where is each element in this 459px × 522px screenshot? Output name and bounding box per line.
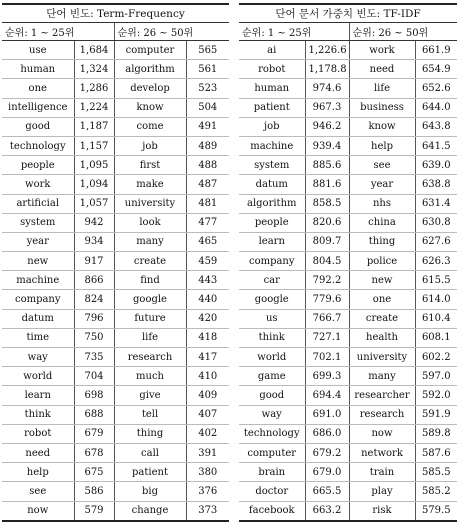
term-cell: make — [114, 175, 186, 194]
term-cell: work — [2, 175, 74, 194]
value-cell: 638.8 — [415, 175, 457, 194]
table-row — [2, 463, 229, 482]
value-cell: 615.5 — [415, 271, 457, 290]
term-cell: new — [349, 271, 415, 290]
table-row — [2, 405, 229, 424]
value-cell: 477 — [186, 213, 229, 232]
value-cell: 459 — [186, 252, 229, 271]
term-cell: create — [349, 309, 415, 328]
table-row — [239, 424, 457, 443]
table-row — [239, 482, 457, 501]
term-cell: job — [114, 136, 186, 155]
term-cell: help — [349, 136, 415, 155]
value-cell: 376 — [186, 482, 229, 501]
table-row — [2, 501, 229, 521]
term-cell: one — [2, 79, 74, 98]
table-row — [239, 79, 457, 98]
value-cell: 597.0 — [415, 367, 457, 386]
term-cell: call — [114, 443, 186, 462]
value-cell: 917 — [74, 252, 114, 271]
table-row — [239, 213, 457, 232]
term-cell: see — [2, 482, 74, 501]
table-row — [239, 136, 457, 155]
term-cell: future — [114, 309, 186, 328]
table-row — [239, 98, 457, 117]
value-cell: 481 — [186, 194, 229, 213]
term-cell: brain — [239, 463, 305, 482]
term-cell: datum — [239, 175, 305, 194]
term-cell: one — [349, 290, 415, 309]
term-cell: car — [239, 271, 305, 290]
term-cell: human — [239, 79, 305, 98]
value-cell: 881.6 — [305, 175, 349, 194]
value-cell: 592.0 — [415, 386, 457, 405]
table-row — [239, 232, 457, 251]
value-cell: 735 — [74, 348, 114, 367]
table-row — [2, 156, 229, 175]
value-cell: 585.2 — [415, 482, 457, 501]
term-cell: university — [349, 348, 415, 367]
term-cell: change — [114, 501, 186, 521]
term-cell: algorithm — [239, 194, 305, 213]
table-row — [2, 41, 229, 60]
term-cell: university — [114, 194, 186, 213]
term-cell: research — [114, 348, 186, 367]
term-cell: use — [2, 41, 74, 60]
rank-range-header: 순위: 26 ~ 50위 — [349, 23, 457, 41]
value-cell: 942 — [74, 213, 114, 232]
value-cell: 407 — [186, 405, 229, 424]
term-cell: know — [349, 117, 415, 136]
value-cell: 1,224 — [74, 98, 114, 117]
table-row — [239, 60, 457, 79]
value-cell: 565 — [186, 41, 229, 60]
rank-range-header: 순위: 1 ~ 25위 — [2, 23, 114, 41]
value-cell: 675 — [74, 463, 114, 482]
value-cell: 402 — [186, 424, 229, 443]
table-row — [2, 348, 229, 367]
value-cell: 489 — [186, 136, 229, 155]
term-cell: datum — [2, 309, 74, 328]
value-cell: 488 — [186, 156, 229, 175]
term-cell: system — [2, 213, 74, 232]
table-row — [2, 232, 229, 251]
term-cell: world — [2, 367, 74, 386]
term-cell: world — [239, 348, 305, 367]
value-cell: 779.6 — [305, 290, 349, 309]
table-row — [2, 194, 229, 213]
value-cell: 1,324 — [74, 60, 114, 79]
term-cell: google — [114, 290, 186, 309]
value-cell: 698 — [74, 386, 114, 405]
value-cell: 678 — [74, 443, 114, 462]
term-cell: life — [114, 328, 186, 347]
term-cell: work — [349, 41, 415, 60]
value-cell: 380 — [186, 463, 229, 482]
value-cell: 579.5 — [415, 501, 457, 521]
term-cell: need — [349, 60, 415, 79]
value-cell: 691.0 — [305, 405, 349, 424]
term-cell: help — [2, 463, 74, 482]
term-cell: doctor — [239, 482, 305, 501]
term-cell: technology — [2, 136, 74, 155]
term-cell: robot — [239, 60, 305, 79]
value-cell: 679.2 — [305, 443, 349, 462]
value-cell: 614.0 — [415, 290, 457, 309]
term-cell: algorithm — [114, 60, 186, 79]
term-cell: many — [114, 232, 186, 251]
value-cell: 391 — [186, 443, 229, 462]
value-cell: 1,187 — [74, 117, 114, 136]
value-cell: 858.5 — [305, 194, 349, 213]
value-cell: 663.2 — [305, 501, 349, 521]
table-row — [2, 60, 229, 79]
table-row — [2, 367, 229, 386]
value-cell: 804.5 — [305, 252, 349, 271]
value-cell: 630.8 — [415, 213, 457, 232]
term-cell: company — [239, 252, 305, 271]
value-cell: 491 — [186, 117, 229, 136]
table-title: 단어 문서 가중치 빈도: TF-IDF — [239, 4, 457, 23]
term-cell: nhs — [349, 194, 415, 213]
term-cell: good — [239, 386, 305, 405]
term-cell: see — [349, 156, 415, 175]
term-cell: machine — [239, 136, 305, 155]
table-row — [2, 117, 229, 136]
term-cell: us — [239, 309, 305, 328]
value-cell: 591.9 — [415, 405, 457, 424]
term-cell: year — [349, 175, 415, 194]
table-row — [239, 367, 457, 386]
table-row — [239, 156, 457, 175]
term-cell: much — [114, 367, 186, 386]
table-divider — [231, 3, 232, 510]
term-cell: way — [2, 348, 74, 367]
table-row — [2, 386, 229, 405]
value-cell: 626.3 — [415, 252, 457, 271]
term-cell: many — [349, 367, 415, 386]
table-row — [239, 348, 457, 367]
table-row — [2, 175, 229, 194]
term-cell: thing — [114, 424, 186, 443]
table-row — [2, 290, 229, 309]
value-cell: 1,178.8 — [305, 60, 349, 79]
term-cell: first — [114, 156, 186, 175]
term-cell: life — [349, 79, 415, 98]
value-cell: 644.0 — [415, 98, 457, 117]
table-row — [239, 252, 457, 271]
value-cell: 946.2 — [305, 117, 349, 136]
term-cell: company — [2, 290, 74, 309]
table-row — [239, 386, 457, 405]
term-cell: system — [239, 156, 305, 175]
value-cell: 1,057 — [74, 194, 114, 213]
value-cell: 661.9 — [415, 41, 457, 60]
value-cell: 643.8 — [415, 117, 457, 136]
value-cell: 686.0 — [305, 424, 349, 443]
term-cell: now — [349, 424, 415, 443]
rank-range-header: 순위: 26 ~ 50위 — [114, 23, 229, 41]
term-cell: human — [2, 60, 74, 79]
term-cell: job — [239, 117, 305, 136]
value-cell: 704 — [74, 367, 114, 386]
value-cell: 465 — [186, 232, 229, 251]
value-cell: 409 — [186, 386, 229, 405]
value-cell: 440 — [186, 290, 229, 309]
value-cell: 665.5 — [305, 482, 349, 501]
table-title: 단어 빈도: Term-Frequency — [2, 4, 229, 23]
term-cell: technology — [239, 424, 305, 443]
value-cell: 410 — [186, 367, 229, 386]
term-cell: now — [2, 501, 74, 521]
term-cell: facebook — [239, 501, 305, 521]
term-cell: risk — [349, 501, 415, 521]
term-cell: year — [2, 232, 74, 251]
table-row — [2, 213, 229, 232]
value-cell: 694.4 — [305, 386, 349, 405]
value-cell: 504 — [186, 98, 229, 117]
table-row — [239, 501, 457, 521]
term-cell: artificial — [2, 194, 74, 213]
term-cell: know — [114, 98, 186, 117]
value-cell: 585.5 — [415, 463, 457, 482]
value-cell: 727.1 — [305, 328, 349, 347]
term-cell: create — [114, 252, 186, 271]
value-cell: 443 — [186, 271, 229, 290]
term-cell: computer — [239, 443, 305, 462]
value-cell: 610.4 — [415, 309, 457, 328]
value-cell: 627.6 — [415, 232, 457, 251]
value-cell: 587.6 — [415, 443, 457, 462]
term-cell: way — [239, 405, 305, 424]
table-row — [2, 79, 229, 98]
table-row — [239, 328, 457, 347]
term-cell: research — [349, 405, 415, 424]
value-cell: 934 — [74, 232, 114, 251]
term-cell: patient — [114, 463, 186, 482]
term-cell: come — [114, 117, 186, 136]
term-cell: thing — [349, 232, 415, 251]
term-cell: researcher — [349, 386, 415, 405]
value-cell: 1,094 — [74, 175, 114, 194]
term-cell: new — [2, 252, 74, 271]
term-cell: learn — [2, 386, 74, 405]
value-cell: 487 — [186, 175, 229, 194]
value-cell: 589.8 — [415, 424, 457, 443]
term-cell: people — [239, 213, 305, 232]
value-cell: 1,157 — [74, 136, 114, 155]
table-row — [239, 271, 457, 290]
value-cell: 750 — [74, 328, 114, 347]
term-cell: machine — [2, 271, 74, 290]
table-row — [2, 482, 229, 501]
term-cell: intelligence — [2, 98, 74, 117]
table-row — [239, 290, 457, 309]
value-cell: 579 — [74, 501, 114, 521]
term-cell: good — [2, 117, 74, 136]
term-cell: give — [114, 386, 186, 405]
term-cell: police — [349, 252, 415, 271]
tfidf-table — [239, 3, 457, 522]
term-cell: china — [349, 213, 415, 232]
term-cell: business — [349, 98, 415, 117]
value-cell: 699.3 — [305, 367, 349, 386]
rank-range-header: 순위: 1 ~ 25위 — [239, 23, 349, 41]
term-cell: health — [349, 328, 415, 347]
value-cell: 974.6 — [305, 79, 349, 98]
term-cell: think — [2, 405, 74, 424]
term-cell: people — [2, 156, 74, 175]
table-row — [239, 405, 457, 424]
value-cell: 885.6 — [305, 156, 349, 175]
value-cell: 866 — [74, 271, 114, 290]
table-row — [239, 175, 457, 194]
term-cell: think — [239, 328, 305, 347]
table-row — [2, 271, 229, 290]
term-cell: time — [2, 328, 74, 347]
value-cell: 641.5 — [415, 136, 457, 155]
value-cell: 1,226.6 — [305, 41, 349, 60]
term-cell: play — [349, 482, 415, 501]
table-row — [239, 117, 457, 136]
value-cell: 561 — [186, 60, 229, 79]
term-cell: ai — [239, 41, 305, 60]
value-cell: 679 — [74, 424, 114, 443]
value-cell: 1,684 — [74, 41, 114, 60]
value-cell: 1,095 — [74, 156, 114, 175]
table-row — [239, 194, 457, 213]
term-cell: robot — [2, 424, 74, 443]
table-row — [2, 328, 229, 347]
value-cell: 967.3 — [305, 98, 349, 117]
value-cell: 639.0 — [415, 156, 457, 175]
value-cell: 688 — [74, 405, 114, 424]
table-row — [2, 98, 229, 117]
term-cell: look — [114, 213, 186, 232]
table-row — [239, 309, 457, 328]
term-cell: big — [114, 482, 186, 501]
term-frequency-table — [2, 3, 229, 522]
value-cell: 792.2 — [305, 271, 349, 290]
term-cell: tell — [114, 405, 186, 424]
value-cell: 373 — [186, 501, 229, 521]
value-cell: 820.6 — [305, 213, 349, 232]
value-cell: 417 — [186, 348, 229, 367]
term-cell: network — [349, 443, 415, 462]
value-cell: 654.9 — [415, 60, 457, 79]
value-cell: 602.2 — [415, 348, 457, 367]
value-cell: 418 — [186, 328, 229, 347]
table-row — [239, 463, 457, 482]
table-row — [2, 443, 229, 462]
term-cell: find — [114, 271, 186, 290]
term-cell: google — [239, 290, 305, 309]
term-cell: need — [2, 443, 74, 462]
value-cell: 631.4 — [415, 194, 457, 213]
value-cell: 824 — [74, 290, 114, 309]
table-row — [2, 136, 229, 155]
value-cell: 586 — [74, 482, 114, 501]
value-cell: 809.7 — [305, 232, 349, 251]
table-row — [239, 443, 457, 462]
value-cell: 523 — [186, 79, 229, 98]
term-cell: learn — [239, 232, 305, 251]
term-cell: game — [239, 367, 305, 386]
table-row — [239, 41, 457, 60]
table-row — [2, 252, 229, 271]
term-cell: computer — [114, 41, 186, 60]
table-row — [2, 309, 229, 328]
value-cell: 608.1 — [415, 328, 457, 347]
value-cell: 1,286 — [74, 79, 114, 98]
term-cell: patient — [239, 98, 305, 117]
value-cell: 796 — [74, 309, 114, 328]
table-row — [2, 424, 229, 443]
value-cell: 652.6 — [415, 79, 457, 98]
value-cell: 939.4 — [305, 136, 349, 155]
value-cell: 679.0 — [305, 463, 349, 482]
value-cell: 702.1 — [305, 348, 349, 367]
term-cell: develop — [114, 79, 186, 98]
value-cell: 766.7 — [305, 309, 349, 328]
value-cell: 420 — [186, 309, 229, 328]
term-cell: train — [349, 463, 415, 482]
